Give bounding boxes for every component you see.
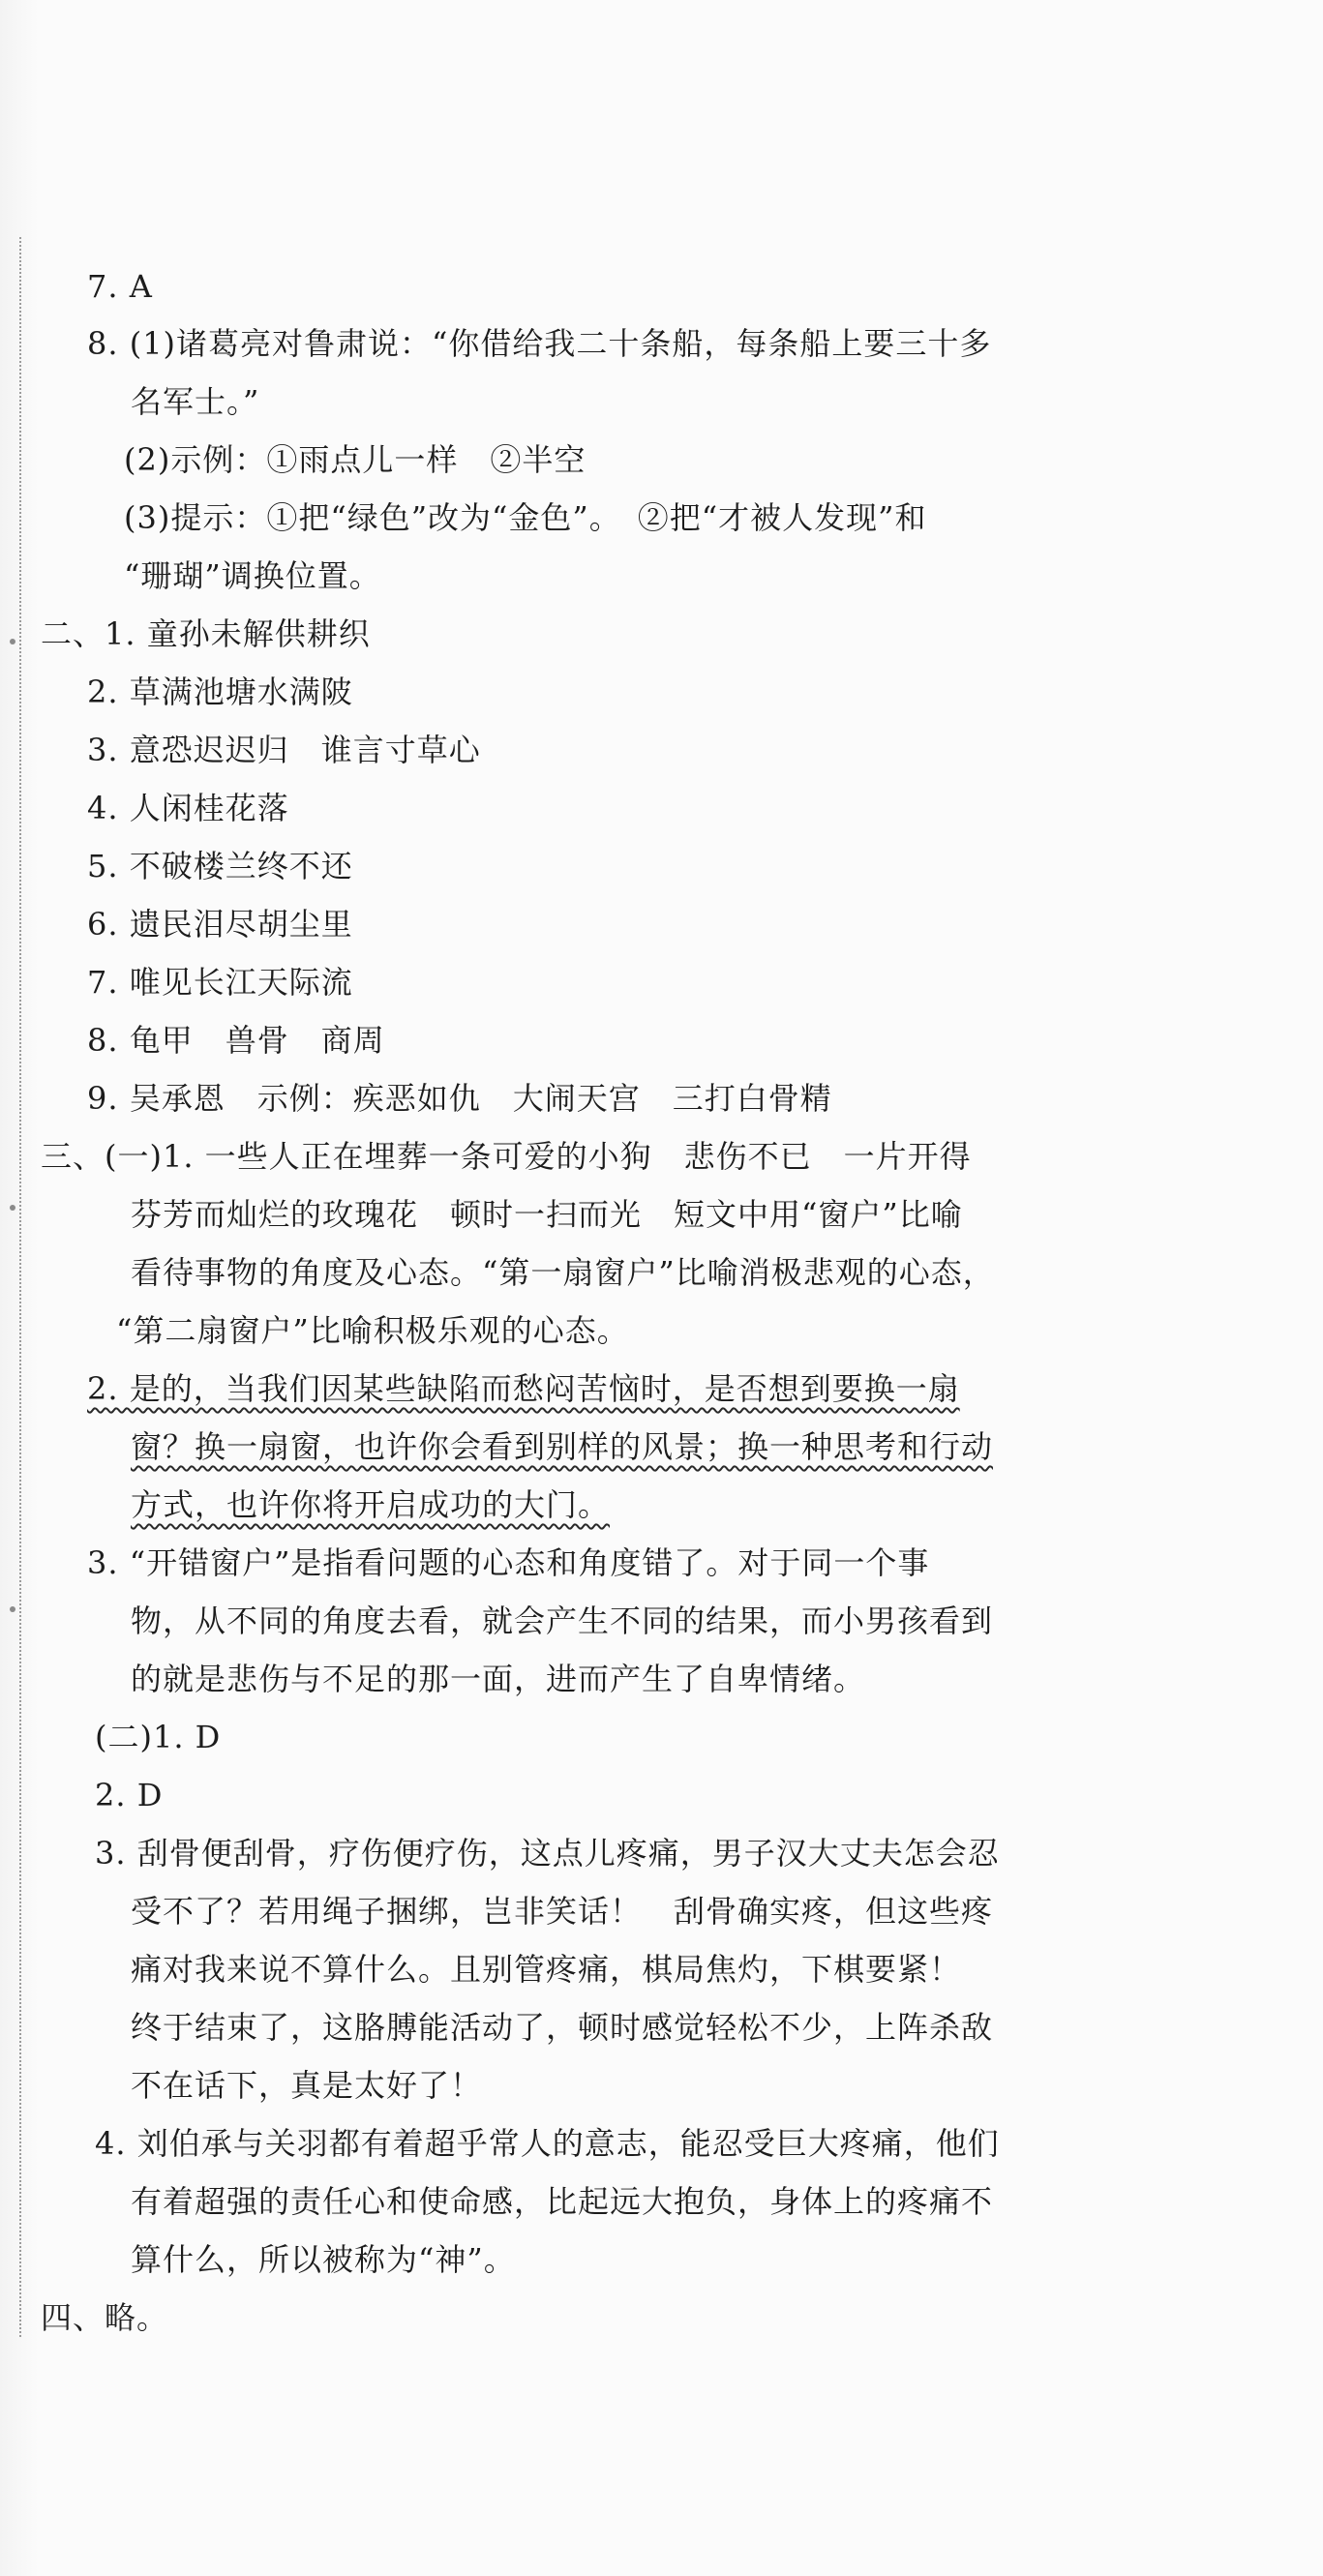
answer-line: “珊瑚”调换位置。 bbox=[124, 557, 381, 594]
section-heading-2: 二、1. 童孙未解供耕织 bbox=[41, 615, 371, 652]
answer-line: 看待事物的角度及心态。“第一扇窗户”比喻消极悲观的心态， bbox=[131, 1254, 995, 1291]
answer-line: 8. (1)诸葛亮对鲁肃说：“你借给我二十条船，每条船上要三十多 bbox=[87, 325, 992, 362]
margin-mark bbox=[10, 639, 15, 644]
section-heading-3: 三、(一)1. 一些人正在埋葬一条可爱的小狗 悲伤不已 一片开得 bbox=[41, 1138, 972, 1175]
answer-line: 8. 龟甲 兽骨 商周 bbox=[87, 1022, 385, 1059]
answer-line: 7. 唯见长江天际流 bbox=[87, 964, 353, 1001]
answer-line: 5. 不破楼兰终不还 bbox=[87, 848, 353, 884]
section-heading-4: 四、略。 bbox=[41, 2299, 169, 2336]
answer-line: 不在话下，真是太好了！ bbox=[131, 2067, 483, 2104]
wavy-underlined-line: 窗？换一扇窗，也许你会看到别样的风景；换一种思考和行动 bbox=[131, 1428, 994, 1465]
answer-line: 3. 意恐迟迟归 谁言寸草心 bbox=[87, 732, 481, 768]
answer-line: 终于结束了，这胳膊能活动了，顿时感觉轻松不少，上阵杀敌 bbox=[131, 2009, 994, 2046]
answer-line: 芬芳而灿烂的玫瑰花 顿时一扫而光 短文中用“窗户”比喻 bbox=[131, 1196, 963, 1233]
answer-line: 4. 人闲桂花落 bbox=[87, 790, 289, 826]
binding-dotted-line bbox=[19, 237, 21, 2337]
answer-line: 算什么，所以被称为“神”。 bbox=[131, 2241, 516, 2278]
answer-line: 3. 刮骨便刮骨，疗伤便疗伤，这点儿疼痛，男子汉大丈夫怎会忍 bbox=[95, 1835, 1000, 1872]
answer-line: 6. 遗民泪尽胡尘里 bbox=[87, 906, 353, 943]
answer-line: 2. 草满池塘水满陂 bbox=[87, 674, 353, 710]
answer-line: 有着超强的责任心和使命感，比起远大抱负，身体上的疼痛不 bbox=[131, 2183, 994, 2220]
answer-line: 7. A bbox=[87, 268, 153, 305]
answer-line: (二)1. D bbox=[95, 1719, 222, 1755]
answer-line: (3)提示：①把“绿色”改为“金色”。 ②把“才被人发现”和 bbox=[124, 499, 927, 536]
answer-line: “第二扇窗户”比喻积极乐观的心态。 bbox=[116, 1312, 629, 1349]
margin-mark bbox=[10, 1205, 15, 1211]
answer-line: 2. D bbox=[95, 1777, 164, 1813]
answer-line: 的就是悲伤与不足的那一面，进而产生了自卑情绪。 bbox=[131, 1661, 866, 1697]
answer-line: 痛对我来说不算什么。且别管疼痛，棋局焦灼，下棋要紧！ bbox=[131, 1951, 962, 1988]
answer-line: (2)示例：①雨点儿一样 ②半空 bbox=[124, 441, 586, 478]
answer-line: 物，从不同的角度去看，就会产生不同的结果，而小男孩看到 bbox=[131, 1603, 994, 1639]
answer-line: 4. 刘伯承与关羽都有着超乎常人的意志，能忍受巨大疼痛，他们 bbox=[95, 2125, 1000, 2162]
answer-line: 9. 吴承恩 示例：疾恶如仇 大闹天宫 三打白骨精 bbox=[87, 1080, 832, 1117]
answer-line: 名军士。” bbox=[131, 383, 260, 420]
wavy-underlined-line: 2. 是的，当我们因某些缺陷而愁闷苦恼时，是否想到要换一扇 bbox=[87, 1370, 960, 1407]
margin-mark bbox=[10, 1606, 15, 1612]
answer-line: 3. “开错窗户”是指看问题的心态和角度错了。对于同一个事 bbox=[87, 1544, 930, 1581]
answer-line: 受不了？若用绳子捆绑，岂非笑话！ 刮骨确实疼，但这些疼 bbox=[131, 1893, 994, 1930]
wavy-underlined-line: 方式，也许你将开启成功的大门。 bbox=[131, 1486, 611, 1523]
